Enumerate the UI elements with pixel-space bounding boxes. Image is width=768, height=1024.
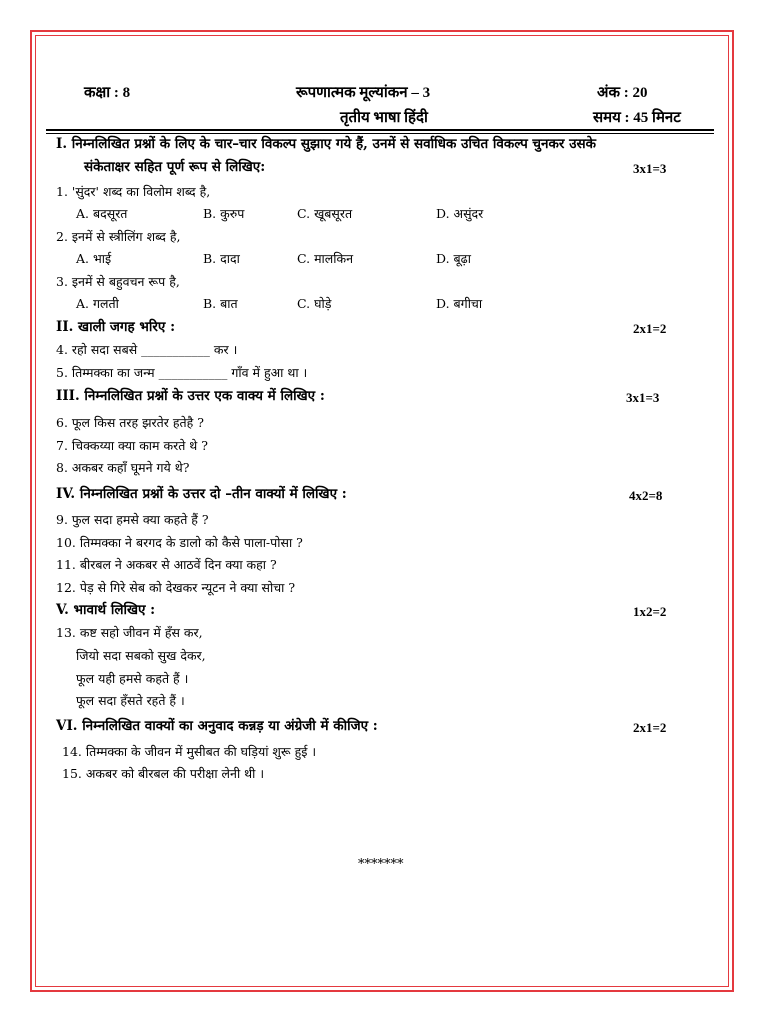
section-4-heading: IV. निम्नलिखित प्रश्नों के उत्तर दो –तीन वाक्यों में लिखिए : [56,486,347,502]
q3-option-a: A. गलती [76,296,119,311]
section-1-marks: 3x1=3 [633,161,667,176]
section-3-heading: III. निम्नलिखित प्रश्नों के उत्तर एक वाक्य में लिखिए : [56,388,325,404]
question-10: 10. तिम्मक्का ने बरगद के डालो को कैसे पाला-पोसा ? [56,535,303,550]
q1-option-d: D. असुंदर [436,206,484,221]
q2-option-b: B. दादा [203,251,240,266]
q2-option-a: A. भाई [76,251,112,266]
question-4: 4. रहो सदा सबसे ___________ कर । [56,342,238,357]
question-2: 2. इनमें से स्त्रीलिंग शब्द है, [56,229,181,244]
question-14: 14. तिम्मक्का के जीवन में मुसीबत की घड़ियां शुरू हुई । [62,744,317,759]
q1-option-b: B. कुरुप [203,206,245,221]
q1-option-c: C. खूबसूरत [297,206,353,221]
section-4-marks: 4x2=8 [629,488,663,503]
question-7: 7. चिक्कय्या क्या काम करते थे ? [56,438,208,453]
subject: तृतीय भाषा हिंदी [340,110,428,126]
poem-line-4: फूल सदा हँसते रहते हैं । [76,693,185,708]
section-6-marks: 2x1=2 [633,720,667,735]
question-8: 8. अकबर कहाँ घूमने गये थे? [56,460,190,475]
q3-option-c: C. घोड़े [297,296,332,311]
q2-option-c: C. मालकिन [297,251,354,266]
question-1: 1. 'सुंदर' शब्द का विलोम शब्द है, [56,184,211,199]
section-5-marks: 1x2=2 [633,604,667,619]
question-13: 13. कष्ट सहो जीवन में हँस कर, [56,625,203,640]
question-6: 6. फूल किस तरह झरतेर हतेहै ? [56,415,204,430]
q3-option-b: B. बात [203,296,238,311]
poem-line-2: जियो सदा सबको सुख देकर, [76,648,206,663]
section-2-marks: 2x1=2 [633,321,667,336]
end-marker: ******* [358,857,404,872]
poem-line-3: फूल यही हमसे कहते हैं । [76,671,189,686]
q2-option-d: D. बूढ़ा [436,251,471,266]
marks-total: अंक : 20 [597,85,648,101]
q1-option-a: A. बदसूरत [76,206,128,221]
section-1-heading-cont: संकेताक्षर सहित पूर्ण रूप से लिखिए: [84,159,266,175]
question-11: 11. बीरबल ने अकबर से आठवें दिन क्या कहा ? [56,557,277,572]
question-12: 12. पेड़ से गिरे सेब को देखकर न्यूटन ने क्या सोचा ? [56,580,296,595]
question-9: 9. फुल सदा हमसे क्या कहते हैं ? [56,512,209,527]
class-label: कक्षा : 8 [84,85,131,101]
question-5: 5. तिम्मक्का का जन्म ___________ गाँव में हुआ था । [56,365,308,380]
page-border-inner [35,35,729,987]
header-divider-thin [46,133,714,134]
question-3: 3. इनमें से बहुवचन रूप है, [56,274,180,289]
section-2-heading: II. खाली जगह भरिए : [56,319,176,335]
exam-title: रूपणात्मक मूल्यांकन – 3 [296,85,431,101]
question-15: 15. अकबर को बीरबल की परीक्षा लेनी थी । [62,766,265,781]
section-5-heading: V. भावार्थ लिखिए : [56,602,156,618]
section-3-marks: 3x1=3 [626,390,660,405]
time-allowed: समय : 45 मिनट [593,110,681,126]
section-1-heading: I. निम्नलिखित प्रश्नों के लिए के चार–चार विकल्प सुझाए गये हैं, उनमें से सर्वाधिक उचित विकल्प चुनकर उसके [56,136,596,152]
header-divider [46,129,714,131]
section-6-heading: VI. निम्नलिखित वाक्यों का अनुवाद कन्नड़ या अंग्रेजी में कीजिए : [56,718,378,734]
q3-option-d: D. बगीचा [436,296,483,311]
